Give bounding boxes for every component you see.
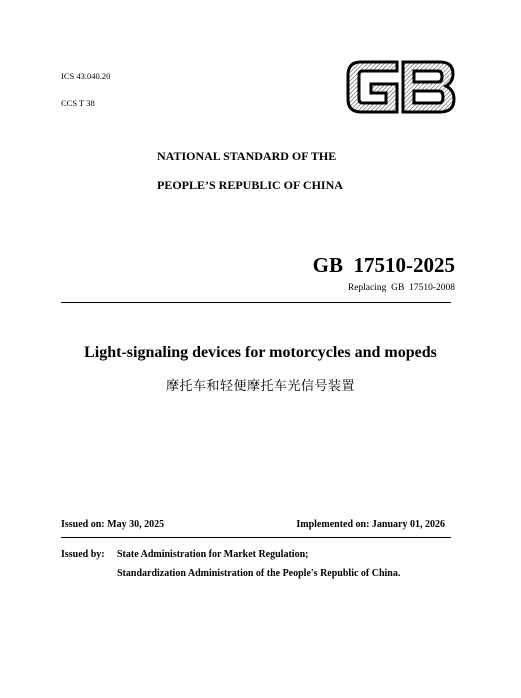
title-chinese: 摩托车和轻便摩托车光信号装置 <box>165 379 355 394</box>
title-english: Light-signaling devices for motorcycles and mopeds <box>84 344 437 361</box>
national-standard-line1: NATIONAL STANDARD OF THE <box>157 149 337 163</box>
ics-code: ICS 43.040.20 <box>61 71 111 81</box>
implemented-date: Implemented on: January 01, 2026 <box>296 519 445 530</box>
replacing-note: Replacing GB 17510-2008 <box>347 283 455 293</box>
issued-date: Issued on: May 30, 2025 <box>61 519 165 530</box>
national-standard-line2: PEOPLE’S REPUBLIC OF CHINA <box>157 178 343 192</box>
gb-logo-icon <box>345 60 457 114</box>
bottom-divider <box>61 537 451 538</box>
issuing-org-1: State Administration for Market Regulation; <box>117 549 309 560</box>
standard-code: GB 17510-2025 <box>312 253 455 277</box>
top-divider <box>61 302 451 303</box>
issued-by-label: Issued by: <box>61 549 105 560</box>
issuing-org-2: Standardization Administration of the People's Republic of China. <box>117 568 401 579</box>
ccs-code: CCS T 38 <box>61 98 95 108</box>
